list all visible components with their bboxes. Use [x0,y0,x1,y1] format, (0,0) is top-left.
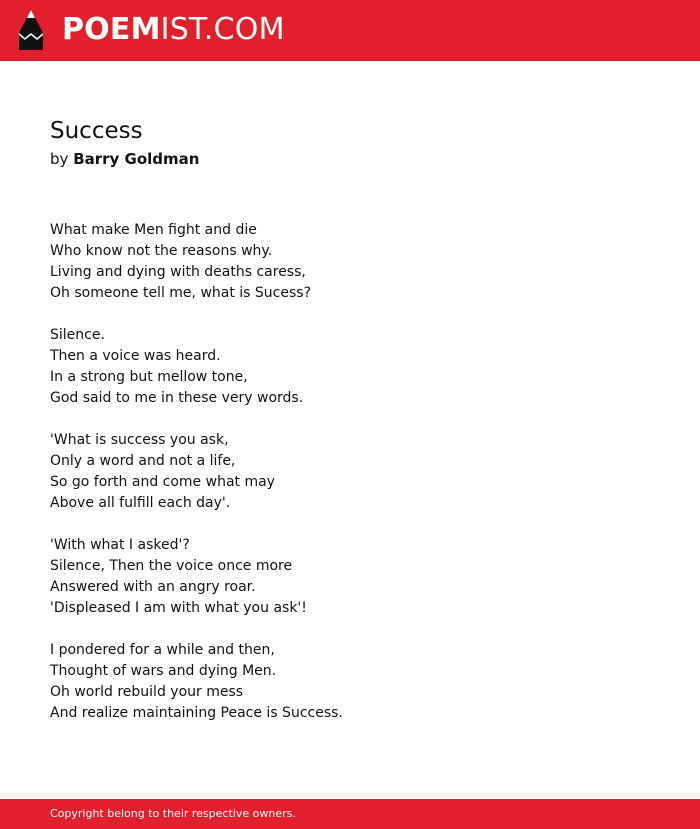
poem-stanza [50,325,670,409]
poem-line: What make Men fight and die [50,222,257,238]
poem-stanza [50,220,670,304]
copyright-notice: Copyright belong to their respective owners. [50,807,296,820]
poem-line: Only a word and not a life, [50,453,236,469]
poem-line: Answered with an angry roar. [50,579,256,595]
poem-title: Success [50,118,143,144]
byline-prefix: by [50,150,69,168]
poem-line: So go forth and come what may [50,474,275,490]
poem-byline [50,149,670,169]
poem-line: 'What is success you ask, [50,432,229,448]
poem-line: Thought of wars and dying Men. [50,663,277,679]
site-footer [0,799,700,829]
poem-stanza [50,535,670,619]
poem-container [50,112,670,745]
logo-text-light: IST.COM [160,12,285,47]
pencil-tip-icon[interactable] [18,9,44,51]
poem-line: In a strong but mellow tone, [50,369,248,385]
poem-body [50,220,670,724]
poem-line: Who know not the reasons why. [50,243,273,259]
poem-line: And realize maintaining Peace is Success. [50,705,343,721]
poem-line: Above all fulfill each day'. [50,495,231,511]
poem-line: 'Displeased I am with what you ask'! [50,600,307,616]
poem-line: I pondered for a while and then, [50,642,275,658]
logo-text-bold: POEM [62,12,161,47]
poem-line: Oh someone tell me, what is Sucess? [50,285,312,301]
poem-line: Then a voice was heard. [50,348,221,364]
site-header [0,0,700,61]
poem-stanza [50,640,670,724]
poem-line: Oh world rebuild your mess [50,684,244,700]
poem-author: Barry Goldman [73,150,200,168]
poem-line: 'With what I asked'? [50,537,190,553]
poem-line: Living and dying with deaths caress, [50,264,306,280]
poem-line: Silence. [50,327,105,343]
site-logo-link[interactable] [62,12,285,48]
poem-stanza [50,430,670,514]
poem-line: God said to me in these very words. [50,390,304,406]
poem-line: Silence, Then the voice once more [50,558,293,574]
